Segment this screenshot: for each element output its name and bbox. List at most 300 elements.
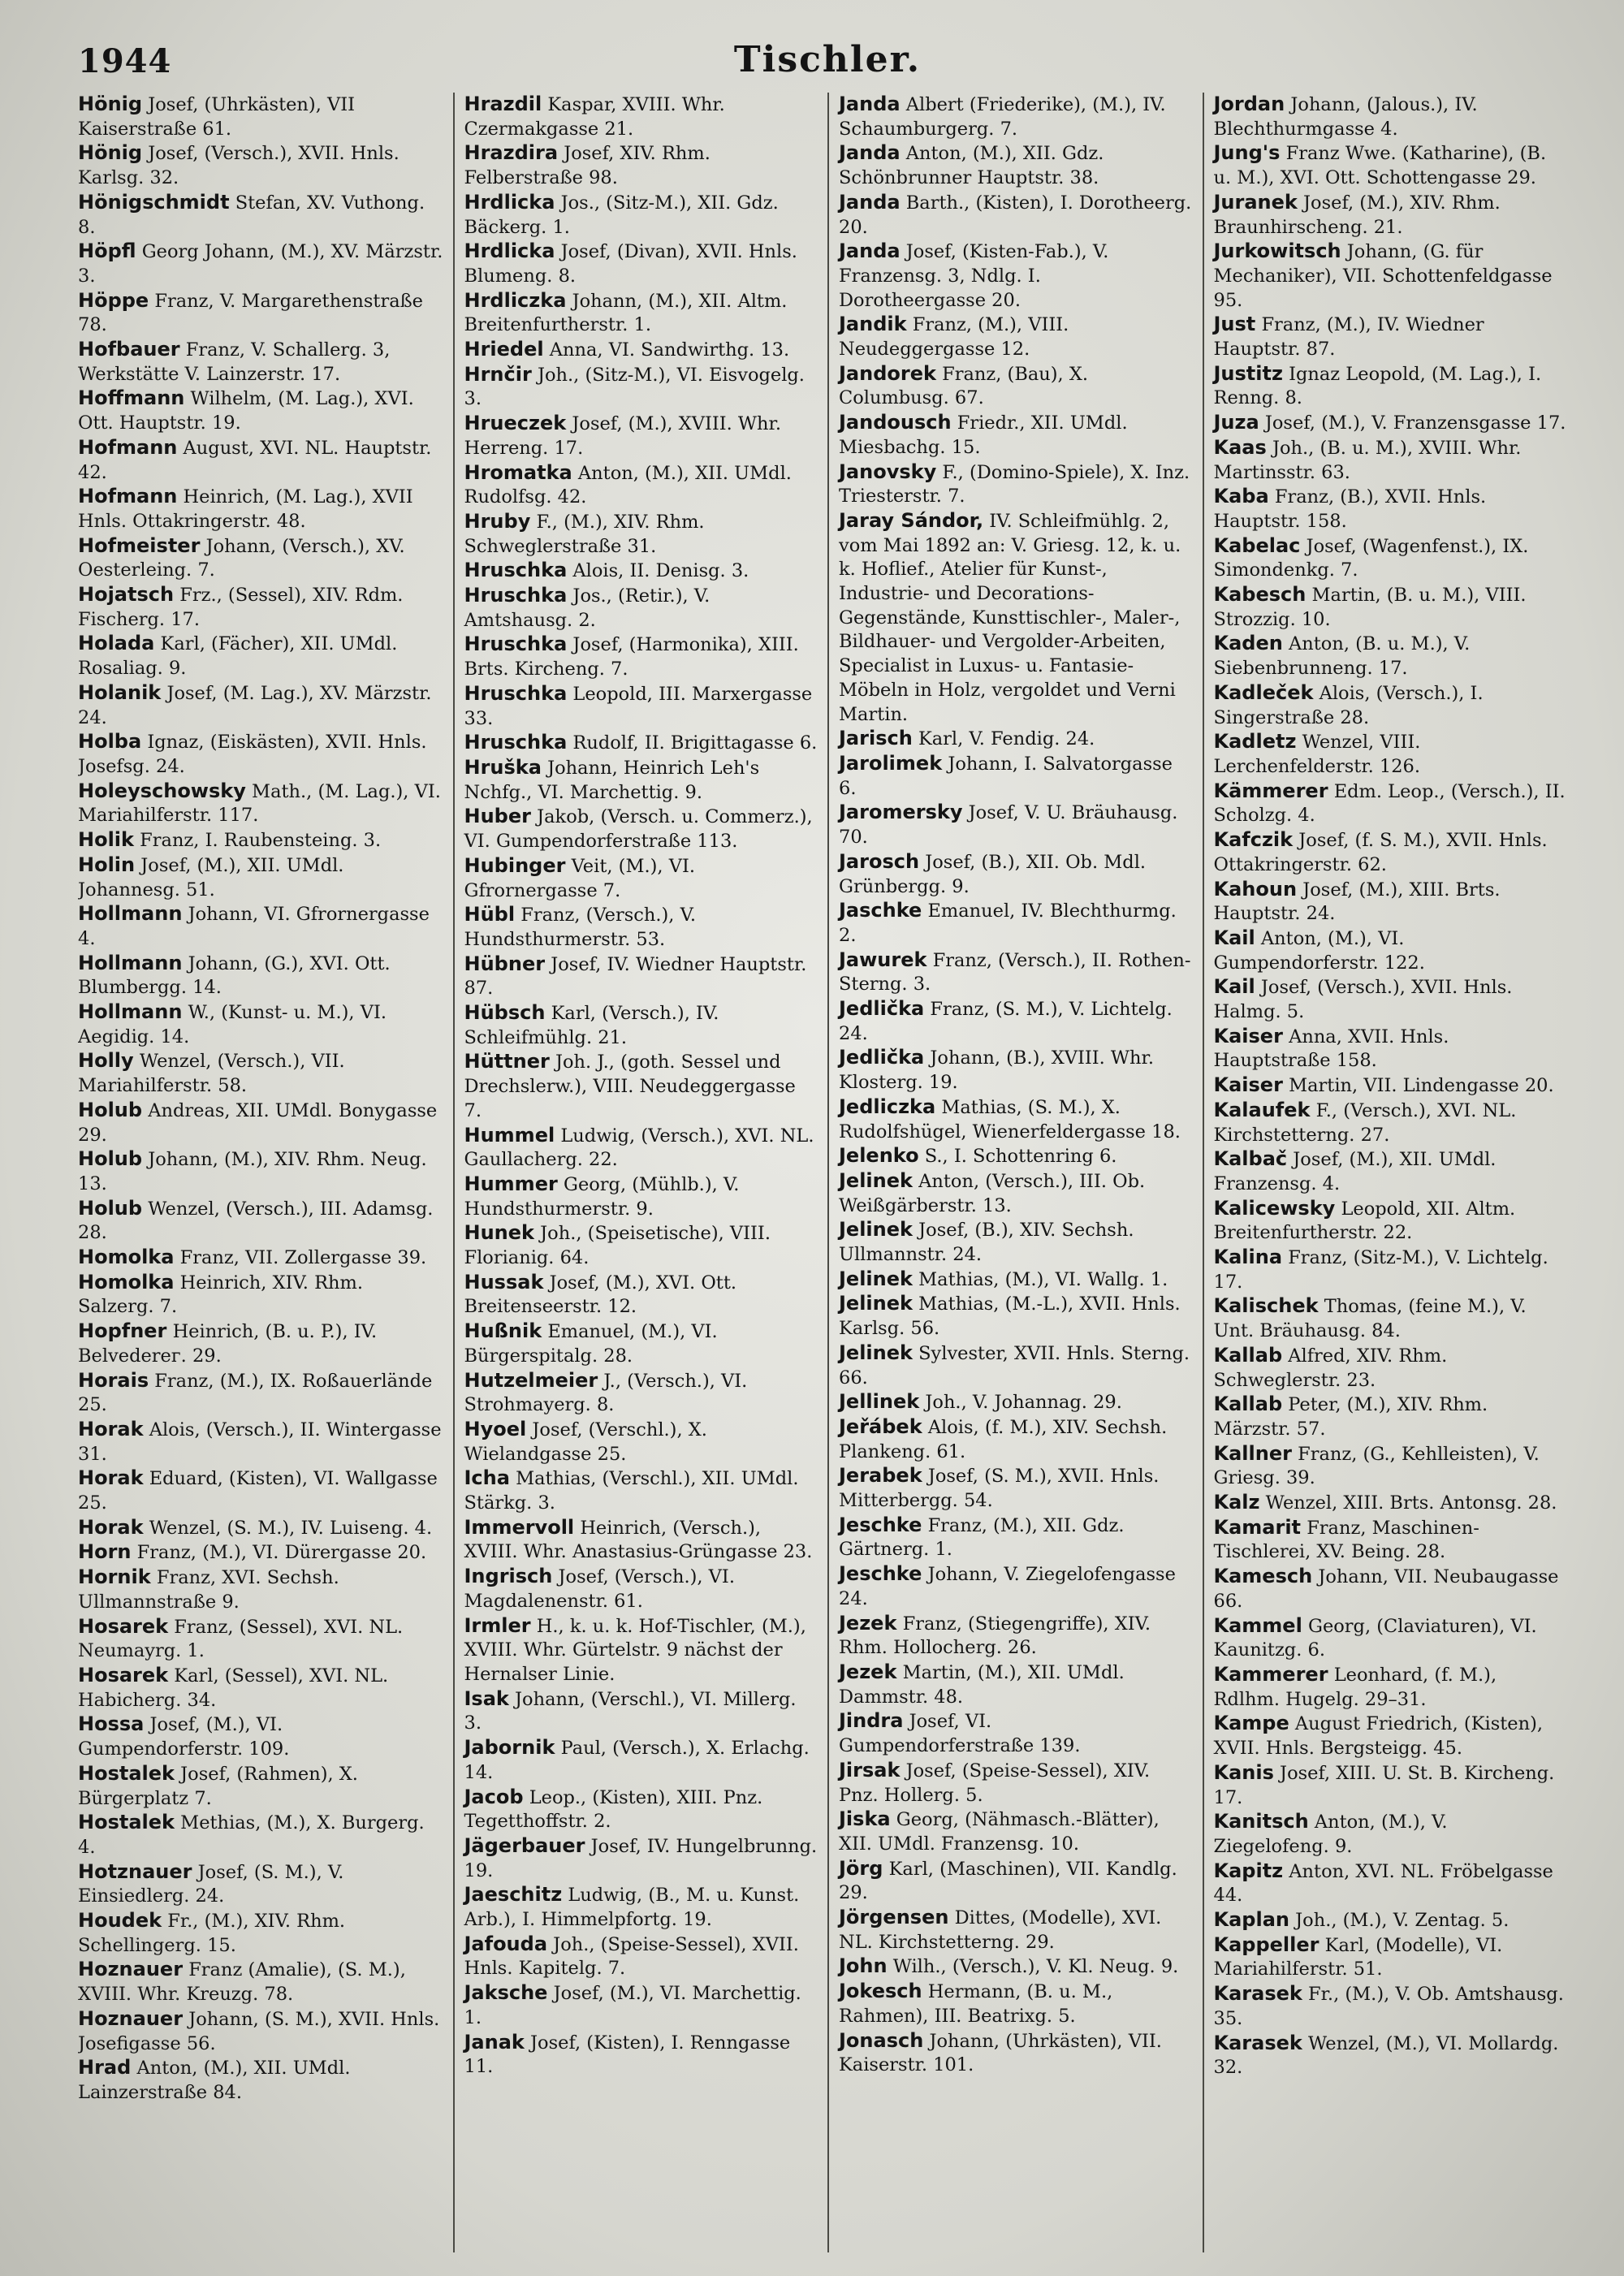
entry-name: Holub	[78, 1147, 143, 1171]
entry-details: Stefan, XV. Vuthong. 8.	[78, 192, 425, 238]
entry-name: Horak	[78, 1515, 144, 1539]
entry-details: Math., (M. Lag.), VI. Mariahilferstr. 117.	[78, 780, 441, 827]
entry-details: Karl, (Modelle), VI. Mariahilferstr. 51.	[1213, 1934, 1503, 1980]
entry-name: Jörg	[839, 1856, 883, 1880]
entry-name: Holanik	[78, 680, 162, 704]
entry-name: Janda	[839, 141, 901, 165]
entry-name: Kalz	[1213, 1491, 1260, 1514]
entry-details: Anton, (B. u. M.), V. Siebenbrunneng. 17.	[1213, 633, 1471, 680]
entry-name: Jedliczka	[839, 1095, 936, 1118]
entry-name: Hosarek	[78, 1614, 169, 1638]
entry-name: Jaeschitz	[464, 1883, 563, 1907]
directory-entry	[464, 1050, 818, 1123]
directory-entry	[464, 240, 818, 288]
directory-entry	[464, 633, 818, 681]
entry-name: Jung's	[1213, 141, 1281, 165]
directory-entry	[464, 1736, 818, 1785]
entry-details: Franz Wwe. (Katharine), (B. u. M.), XVI. Ott. Schottengasse 29.	[1213, 143, 1547, 189]
entry-details: H., k. u. k. Hof-Tischler, (M.), XVIII. Whr. Gürtelstr. 9 nächst der Hernalser Linie.	[464, 1615, 806, 1685]
entry-details: Thomas, (feine M.), V. Unt. Bräuhausg. 84.	[1213, 1296, 1527, 1342]
entry-details: Joh., (Speise-Sessel), XVII. Hnls. Kapitelg. 7.	[464, 1933, 799, 1980]
entry-name: Hutzelmeier	[464, 1368, 598, 1392]
entry-name: Jaromersky	[839, 801, 963, 824]
entry-name: Jarisch	[839, 727, 913, 750]
entry-details: Jos., (Retir.), V. Amtshausg. 2.	[464, 585, 710, 631]
directory-entry	[78, 902, 443, 951]
directory-entry	[78, 1566, 443, 1614]
entry-details: Alois, (f. M.), XIV. Sechsh. Plankeng. 61.	[839, 1416, 1168, 1462]
entry-details: Frz., (Sessel), XIV. Rdm. Fischerg. 17.	[78, 585, 404, 630]
entry-details: Ludwig, (Versch.), XVI. NL. Gaullacherg. 22.	[464, 1125, 814, 1171]
entry-name: Hrad	[78, 2056, 132, 2079]
directory-entry	[1214, 2032, 1568, 2080]
entry-name: Hostalek	[78, 1811, 175, 1834]
entry-name: Kallab	[1213, 1393, 1283, 1416]
entry-details: Wenzel, XIII. Brts. Antonsg. 28.	[1265, 1492, 1557, 1514]
entry-name: Kanis	[1213, 1760, 1274, 1784]
directory-entry	[464, 191, 818, 240]
entry-details: Johann, I. Salvatorgasse 6.	[839, 753, 1173, 799]
entry-name: Holeyschowsky	[78, 779, 246, 802]
entry-details: Josef, (M.), XVIII. Whr. Herreng. 17.	[464, 413, 781, 459]
directory-entry	[78, 681, 443, 730]
entry-details: Ignaz Leopold, (M. Lag.), I. Renng. 8.	[1213, 363, 1542, 409]
entry-details: Josef, (M.), XII. UMdl. Franzensg. 4.	[1213, 1149, 1497, 1194]
entry-details: Franz, (Stiegengriffe), XIV. Rhm. Hollocherg. 26.	[839, 1613, 1151, 1659]
entry-details: Johann, VI. Gfrornergasse 4.	[78, 904, 430, 949]
directory-entry	[464, 1319, 818, 1368]
entry-details: Franz, (M.), IV. Wiedner Hauptstr. 87.	[1213, 314, 1484, 361]
directory-entry	[839, 850, 1193, 899]
entry-name: Hönig	[78, 141, 143, 165]
entry-details: Mathias, (S. M.), X. Rudolfshügel, Wienerfeldergasse 18.	[839, 1096, 1181, 1142]
entry-details: Josef, IV. Wiedner Hauptstr. 87.	[464, 953, 807, 1000]
entry-details: Josef, (Speise-Sessel), XIV. Pnz. Hollerg. 5.	[839, 1760, 1151, 1806]
entry-name: Irmler	[464, 1613, 531, 1637]
directory-entry	[1214, 1761, 1568, 1810]
entry-details: Franz, XVI. Sechsh. Ullmannstraße 9.	[78, 1567, 339, 1613]
entry-name: Jerabek	[839, 1464, 922, 1488]
entry-name: Juza	[1213, 411, 1259, 434]
entry-details: Anna, VI. Sandwirthg. 13.	[549, 339, 790, 361]
entry-details: Josef, (M.), VI. Gumpendorferstr. 109.	[78, 1714, 290, 1760]
directory-entry	[1214, 1491, 1568, 1516]
directory-entry	[78, 1319, 443, 1368]
entry-details: Josef, (Kisten), I. Renngasse 11.	[464, 2032, 791, 2078]
directory-entry	[464, 682, 818, 731]
directory-entry	[1214, 411, 1568, 436]
entry-name: Kail	[1213, 926, 1255, 949]
entry-details: Josef, (Kisten-Fab.), V. Franzensg. 3, Ndlg. I. Dorotheergasse 20.	[839, 241, 1109, 311]
directory-entry	[464, 1124, 818, 1173]
entry-name: Hoznauer	[78, 1958, 184, 1981]
entry-name: Jelinek	[839, 1168, 913, 1192]
entry-name: Hruschka	[464, 584, 568, 607]
entry-details: Joh. J., (goth. Sessel und Drechslerw.), VIII. Neudeggergasse 7.	[464, 1052, 796, 1121]
entry-name: Holba	[78, 730, 142, 754]
entry-details: Josef, (Versch.), XVII. Hnls. Halmg. 5.	[1213, 977, 1513, 1023]
entry-name: Holin	[78, 853, 136, 876]
entry-name: Kalaufek	[1213, 1098, 1311, 1121]
entry-details: Josef, (Uhrkästen), VII Kaiserstraße 61.	[78, 94, 356, 140]
directory-entry	[839, 899, 1193, 948]
directory-entry	[78, 1147, 443, 1196]
entry-name: Hofmann	[78, 435, 178, 459]
directory-entry	[464, 1418, 818, 1466]
directory-entry	[1214, 1294, 1568, 1343]
entry-name: Jelenko	[839, 1144, 919, 1168]
entry-name: Jelinek	[839, 1218, 913, 1242]
entry-name: Isak	[464, 1686, 509, 1710]
entry-details: Josef, IV. Hungelbrunng. 19.	[464, 1835, 818, 1881]
entry-name: Kallab	[1213, 1343, 1283, 1367]
directory-entry	[464, 93, 818, 141]
entry-details: Josef, XIII. U. St. B. Kircheng. 17.	[1213, 1762, 1555, 1808]
directory-entry	[78, 1369, 443, 1418]
entry-details: Alois, (Versch.), I. Singerstraße 28.	[1213, 682, 1484, 728]
entry-name: Hrdlicka	[464, 240, 555, 263]
entry-details: Franz (Amalie), (S. M.), XVIII. Whr. Kreuzg. 78.	[78, 1959, 406, 2006]
entry-name: Jandousch	[839, 411, 952, 434]
entry-details: Franz, V. Schallerg. 3, Werkstätte V. Lainzerstr. 17.	[78, 339, 391, 385]
entry-name: Holik	[78, 828, 134, 852]
directory-entry	[464, 1466, 818, 1515]
entry-details: Josef, (Rahmen), X. Bürgerplatz 7.	[78, 1763, 358, 1809]
entry-details: F., (Domino-Spiele), X. Inz. Triesterstr. 7.	[839, 461, 1190, 507]
entry-details: Josef, (M. Lag.), XV. Märzstr. 24.	[78, 682, 432, 728]
directory-entry	[78, 828, 443, 853]
entry-details: Johann, V. Ziegelofengasse 24.	[839, 1564, 1176, 1609]
entry-details: Josef, (S. M.), XVII. Hnls. Mitterbergg. 54.	[839, 1466, 1160, 1512]
directory-entry	[839, 313, 1193, 361]
directory-entry	[464, 1516, 818, 1565]
entry-details: Heinrich, (Versch.), XVIII. Whr. Anastasius-Grüngasse 23.	[464, 1517, 813, 1563]
directory-entry	[839, 1661, 1193, 1709]
directory-entry	[1214, 362, 1568, 411]
entry-name: Homolka	[78, 1246, 175, 1269]
entry-details: Karl, (Sessel), XVI. NL. Habicherg. 34.	[78, 1665, 389, 1711]
entry-details: F., (Versch.), XVI. NL. Kirchstetterng. 27.	[1213, 1099, 1517, 1146]
entry-name: Hummel	[464, 1123, 555, 1147]
directory-entry	[1214, 1246, 1568, 1294]
entry-name: Jafouda	[464, 1932, 548, 1955]
directory-entry	[464, 510, 818, 559]
entry-name: Hrazdil	[464, 93, 542, 115]
directory-entry	[839, 1341, 1193, 1390]
entry-name: Jaray Sándor,	[839, 508, 984, 532]
entry-details: IV. Schleifmühlg. 2, vom Mai 1892 an: V. Griesg. 12, k. u. k. Hoflief., Atelier für Kunst-, Industrie- und Decorations-Gegenstände, Kunsttischler-, Maler-, Bildhauer- und Vergolder-Arbeiten, Specialist in Luxus- u. Fantasie-Möbeln in Holz, vergoldet und Verni Martin.	[839, 510, 1181, 725]
directory-entry	[839, 752, 1193, 801]
entry-details: Karl, V. Fendig. 24.	[918, 728, 1095, 750]
entry-details: Dittes, (Modelle), XVI. NL. Kirchstetterng. 29.	[839, 1907, 1162, 1953]
entry-name: Kampe	[1213, 1712, 1289, 1735]
entry-name: John	[839, 1954, 888, 1978]
entry-name: Kaden	[1213, 632, 1283, 655]
entry-details: Franz, (Versch.), V. Hundsthurmerstr. 53.	[464, 905, 697, 950]
entry-details: Franz, (S. M.), V. Lichtelg. 24.	[839, 999, 1173, 1044]
entry-name: Hriedel	[464, 338, 544, 361]
entry-name: Jindra	[839, 1709, 904, 1733]
entry-details: Eduard, (Kisten), VI. Wallgasse 25.	[78, 1468, 438, 1514]
entry-details: Albert (Friederike), (M.), IV. Schaumburgerg. 7.	[839, 94, 1166, 140]
entry-details: Josef, V. U. Bräuhausg. 70.	[839, 802, 1178, 849]
directory-entry	[78, 1099, 443, 1147]
directory-entry	[1214, 1908, 1568, 1933]
entry-details: Karl, (Maschinen), VII. Kandlg. 29.	[839, 1858, 1177, 1904]
entry-details: Wilh., (Versch.), V. Kl. Neug. 9.	[892, 1956, 1179, 1978]
entry-name: Kamarit	[1213, 1515, 1302, 1539]
entry-details: Josef, (M.), V. Franzensgasse 17.	[1264, 412, 1566, 434]
entry-name: Janda	[839, 93, 901, 115]
entry-name: Hotznauer	[78, 1859, 192, 1883]
entry-name: Hossa	[78, 1712, 145, 1736]
entry-details: August Friedrich, (Kisten), XVII. Hnls. Bergsteigg. 45.	[1213, 1713, 1544, 1760]
entry-name: Kahoun	[1213, 877, 1298, 900]
directory-entry	[464, 1786, 818, 1834]
entry-name: Kappeller	[1213, 1933, 1320, 1956]
directory-entry	[78, 1246, 443, 1271]
entry-name: Houdek	[78, 1909, 162, 1933]
entry-name: Hönig	[78, 93, 143, 115]
directory-entry	[78, 436, 443, 485]
entry-details: Franz, Maschinen-Tischlerei, XV. Being. 28.	[1213, 1517, 1479, 1563]
entry-details: Andreas, XII. UMdl. Bonygasse 29.	[78, 1099, 438, 1146]
directory-entry	[839, 362, 1193, 411]
entry-details: Josef, (Harmonika), XIII. Brts. Kircheng. 7.	[464, 634, 799, 680]
entry-details: Leop., (Kisten), XIII. Pnz. Tegetthoffstr. 2.	[464, 1786, 763, 1833]
directory-columns	[78, 93, 1577, 2252]
entry-details: Anna, XVII. Hnls. Hauptstraße 158.	[1213, 1026, 1449, 1072]
entry-details: Anton, XVI. NL. Fröbelgasse 44.	[1213, 1860, 1553, 1907]
directory-entry	[1214, 926, 1568, 975]
entry-details: Franz, (Sessel), XVI. NL. Neumayrg. 1.	[78, 1616, 404, 1662]
entry-name: Jaschke	[839, 899, 922, 922]
entry-details: Wenzel, (M.), VI. Mollardg. 32.	[1213, 2032, 1559, 2079]
entry-details: Ignaz, (Eiskästen), XVII. Hnls. Josefsg. 24.	[78, 732, 427, 777]
entry-details: Franz, (M.), VI. Dürergasse 20.	[136, 1542, 427, 1564]
entry-name: Jezek	[839, 1661, 897, 1683]
directory-entry	[78, 240, 443, 288]
entry-details: Josef, (S. M.), V. Einsiedlerg. 24.	[78, 1861, 344, 1907]
entry-name: Hoffmann	[78, 387, 185, 410]
entry-details: Georg, (Mühlb.), V. Hundsthurmerstr. 9.	[464, 1173, 740, 1220]
entry-name: Hostalek	[78, 1761, 175, 1785]
entry-name: Hruschka	[464, 559, 568, 582]
entry-name: Hruby	[464, 509, 531, 533]
directory-entry	[78, 2056, 443, 2105]
directory-entry	[78, 1860, 443, 1909]
entry-name: Horn	[78, 1540, 132, 1564]
directory-entry	[1214, 975, 1568, 1024]
entry-details: Methias, (M.), X. Burgerg. 4.	[78, 1812, 425, 1858]
directory-entry	[464, 1834, 818, 1883]
directory-entry	[464, 903, 818, 952]
entry-name: Hopfner	[78, 1319, 167, 1343]
directory-entry	[839, 1807, 1193, 1856]
directory-entry	[464, 1981, 818, 2030]
entry-name: Jokesch	[839, 1980, 922, 2003]
directory-entry	[1214, 1982, 1568, 2031]
entry-name: Höpfl	[78, 240, 136, 263]
entry-details: Joh., (B. u. M.), XVIII. Whr. Martinsstr. 63.	[1213, 437, 1522, 483]
entry-name: Justitz	[1213, 361, 1283, 385]
directory-entry	[1214, 878, 1568, 926]
directory-entry	[78, 2007, 443, 2056]
entry-name: Jarolimek	[839, 751, 943, 775]
entry-details: Peter, (M.), XIV. Rhm. Märzstr. 57.	[1213, 1394, 1488, 1440]
entry-name: Jellinek	[839, 1390, 920, 1414]
entry-details: Mathias, (M.-L.), XVII. Hnls. Karlsg. 56.	[839, 1293, 1181, 1340]
entry-name: Hummer	[464, 1172, 558, 1195]
entry-name: Karasek	[1213, 1982, 1302, 2006]
entry-name: Kaas	[1213, 435, 1267, 459]
entry-details: Johann, Heinrich Leh's Nchfg., VI. Marchettig. 9.	[464, 757, 760, 803]
entry-details: Alfred, XIV. Rhm. Schweglerstr. 23.	[1213, 1345, 1448, 1391]
entry-details: Franz, (G., Kehlleisten), V. Griesg. 39.	[1213, 1443, 1540, 1489]
entry-name: Kabesch	[1213, 583, 1307, 607]
directory-entry	[839, 1268, 1193, 1293]
entry-details: Johann, (Uhrkästen), VII. Kaiserstr. 101.	[839, 2030, 1162, 2076]
entry-name: Kalicewsky	[1213, 1196, 1336, 1220]
directory-entry	[464, 338, 818, 363]
entry-name: Janda	[839, 190, 901, 214]
entry-name: Horak	[78, 1466, 144, 1490]
entry-details: Johann, (G.), XVI. Ott. Blumbergg. 14.	[78, 952, 391, 999]
directory-entry	[839, 2029, 1193, 2078]
entry-details: Anton, (M.), V. Ziegelofeng. 9.	[1213, 1812, 1448, 1857]
entry-name: Jarosch	[839, 849, 920, 873]
entry-name: Kadletz	[1213, 730, 1297, 754]
directory-entry	[839, 727, 1193, 752]
entry-name: Jelinek	[839, 1341, 913, 1364]
entry-details: Joh., V. Johannag. 29.	[925, 1392, 1122, 1414]
entry-name: Hübsch	[464, 1001, 546, 1025]
directory-entry	[464, 854, 818, 903]
entry-name: Immervoll	[464, 1515, 575, 1539]
entry-name: Kaiser	[1213, 1024, 1283, 1047]
directory-entry	[839, 141, 1193, 190]
directory-entry	[839, 1095, 1193, 1144]
entry-details: Wenzel, VIII. Lerchenfelderstr. 126.	[1213, 732, 1421, 777]
entry-name: Hofmeister	[78, 533, 201, 557]
entry-details: Josef, (M.), XVI. Ott. Breitenseerstr. 12.	[464, 1272, 737, 1318]
directory-entry	[464, 1565, 818, 1613]
running-head: Tischler.	[733, 39, 922, 80]
entry-details: Leopold, III. Marxergasse 33.	[464, 683, 813, 729]
directory-entry	[78, 1271, 443, 1319]
directory-entry	[1214, 1565, 1568, 1613]
directory-entry	[464, 559, 818, 584]
directory-entry	[1214, 632, 1568, 680]
entry-name: Kammerer	[1213, 1663, 1328, 1686]
entry-name: Hollmann	[78, 902, 183, 926]
entry-details: Johann, (Jalous.), IV. Blechthurmgasse 4.	[1213, 94, 1478, 140]
entry-details: Johann, (M.), XII. Altm. Breitenfurtherstr. 1.	[464, 290, 788, 336]
entry-details: Franz, (B.), XVII. Hnls. Hauptstr. 158.	[1213, 486, 1487, 532]
directory-entry	[464, 805, 818, 853]
directory-entry	[78, 387, 443, 435]
directory-entry	[78, 1712, 443, 1761]
directory-entry	[78, 1000, 443, 1049]
entry-details: Heinrich, XIV. Rhm. Salzerg. 7.	[78, 1272, 364, 1318]
entry-name: Hofmann	[78, 485, 178, 508]
entry-name: Holub	[78, 1098, 143, 1121]
entry-name: Kaplan	[1213, 1908, 1289, 1932]
directory-entry	[464, 1933, 818, 1981]
entry-details: Fr., (M.), XIV. Rhm. Schellingerg. 15.	[78, 1911, 346, 1956]
directory-entry	[78, 853, 443, 902]
entry-details: Franz, V. Margarethenstraße 78.	[78, 290, 423, 336]
entry-name: Juranek	[1213, 190, 1298, 214]
entry-details: Wenzel, (S. M.), IV. Luiseng. 4.	[149, 1517, 433, 1539]
directory-entry	[78, 1540, 443, 1566]
directory-entry	[1214, 828, 1568, 877]
directory-entry	[839, 1709, 1193, 1758]
directory-entry	[78, 1615, 443, 1664]
entry-details: Franz, VII. Zollergasse 39.	[179, 1247, 427, 1269]
entry-details: Josef, (M.), XIV. Rhm. Braunhirscheng. 21.	[1213, 192, 1501, 238]
directory-entry	[1214, 313, 1568, 361]
entry-name: Kalischek	[1213, 1294, 1319, 1318]
directory-entry	[1214, 1614, 1568, 1663]
entry-name: Jeschke	[839, 1562, 922, 1586]
directory-entry	[839, 1144, 1193, 1169]
entry-name: Homolka	[78, 1270, 175, 1293]
directory-entry	[78, 583, 443, 632]
entry-details: Josef, (Versch.), VI. Magdalenenstr. 61.	[464, 1566, 735, 1612]
directory-entry	[464, 731, 818, 756]
directory-entry	[1214, 93, 1568, 141]
entry-name: Icha	[464, 1466, 510, 1490]
entry-details: Hermann, (B. u. M., Rahmen), III. Beatrixg. 5.	[839, 1981, 1113, 2027]
entry-name: Kämmerer	[1213, 779, 1328, 802]
directory-entry	[464, 1001, 818, 1050]
entry-name: Hrdlicka	[464, 190, 555, 214]
entry-name: Jörgensen	[839, 1906, 949, 1929]
entry-name: Hornik	[78, 1566, 151, 1589]
entry-name: Jandik	[839, 313, 907, 336]
entry-details: August, XVI. NL. Hauptstr. 42.	[78, 437, 432, 483]
entry-name: Höppe	[78, 288, 149, 312]
entry-details: Anton, (Versch.), III. Ob. Weißgärberstr. 13.	[839, 1170, 1146, 1216]
directory-entry	[464, 289, 818, 338]
entry-name: Jelinek	[839, 1292, 913, 1315]
entry-name: Janda	[839, 240, 901, 263]
directory-entry	[78, 632, 443, 680]
entry-name: Hojatsch	[78, 583, 175, 607]
entry-details: Johann, (Verschl.), VI. Millerg. 3.	[464, 1688, 797, 1734]
directory-entry	[1214, 1663, 1568, 1712]
directory-entry	[1214, 1344, 1568, 1393]
entry-details: Wenzel, (Versch.), III. Adamsg. 28.	[78, 1198, 434, 1244]
entry-name: Horak	[78, 1417, 144, 1440]
directory-entry	[1214, 1516, 1568, 1565]
entry-name: Jiska	[839, 1807, 891, 1831]
directory-entry	[839, 1464, 1193, 1513]
directory-entry	[464, 412, 818, 460]
entry-details: Martin, (B. u. M.), VIII. Strozzig. 10.	[1213, 585, 1527, 630]
directory-entry	[839, 1612, 1193, 1661]
entry-name: Jedlička	[839, 997, 925, 1021]
entry-details: Jakob, (Versch. u. Commerz.), VI. Gumpendorferstraße 113.	[464, 806, 813, 853]
directory-entry	[1214, 534, 1568, 583]
directory-entry	[1214, 730, 1568, 779]
entry-details: Josef, VI. Gumpendorferstraße 139.	[839, 1711, 1081, 1757]
entry-name: Hrnčir	[464, 362, 532, 386]
entry-details: Johann, (B.), XVIII. Whr. Klosterg. 19.	[839, 1047, 1154, 1094]
directory-entry	[839, 1415, 1193, 1464]
directory-entry	[1214, 240, 1568, 313]
